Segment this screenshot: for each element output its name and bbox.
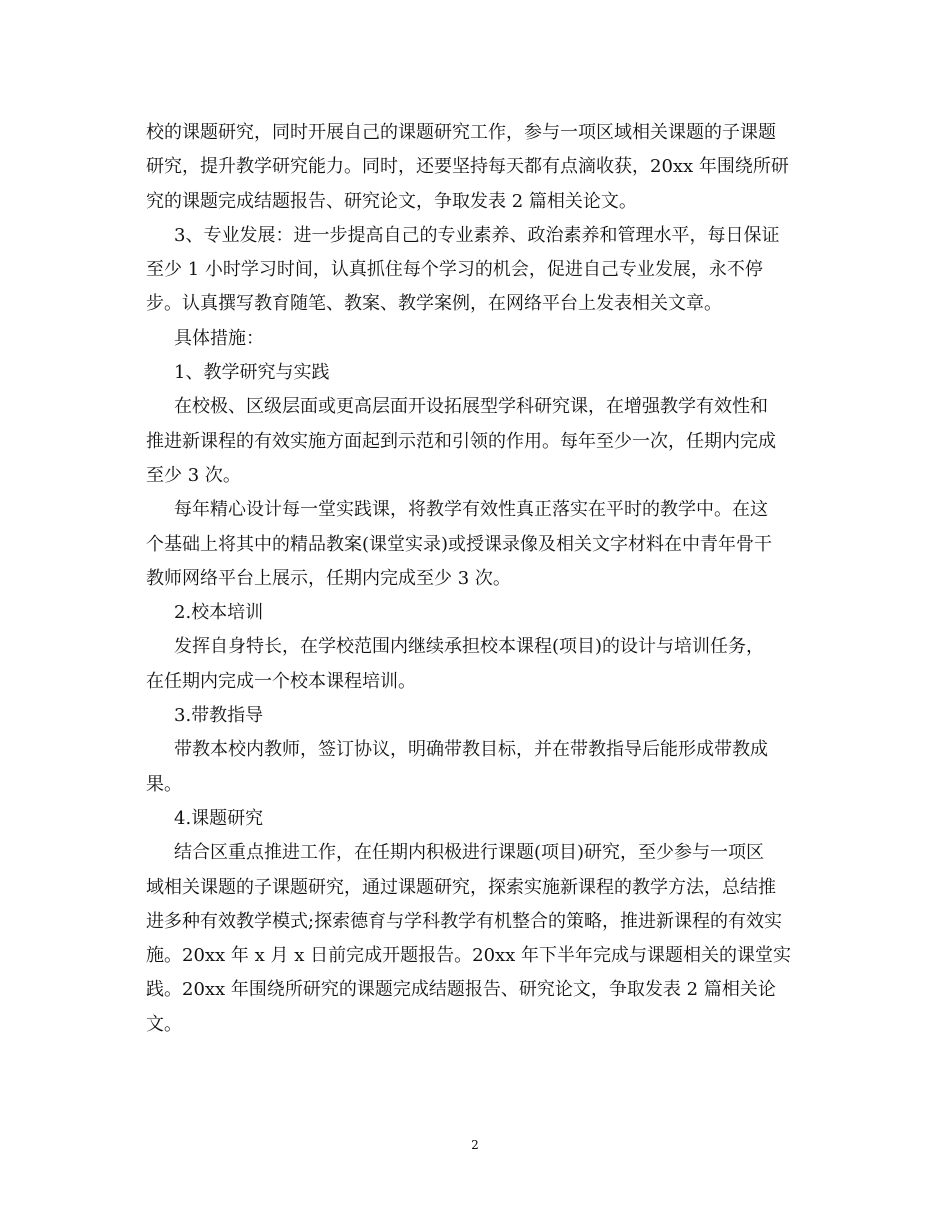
text-line: 在校极、区级层面或更高层面开设拓展型学科研究课，在增强教学有效性和: [174, 396, 768, 418]
text-line: 推进新课程的有效实施方面起到示范和引领的作用。每年至少一次，任期内完成: [146, 430, 776, 452]
text-line: 践。20xx 年围绕所研究的课题完成结题报告、研究论文，争取发表 2 篇相关论: [146, 979, 776, 1001]
text-line: 究的课题完成结题报告、研究论文，争取发表 2 篇相关论文。: [146, 190, 637, 212]
section-heading: 3.带教指导: [174, 705, 264, 727]
text-line: 果。: [146, 773, 182, 795]
text-line: 教师网络平台上展示，任期内完成至少 3 次。: [146, 567, 511, 589]
document-body: [146, 116, 806, 1042]
text-line: 研究，提升教学研究能力。同时，还要坚持每天都有点滴收获，20xx 年围绕所研: [146, 156, 789, 178]
text-line: 至少 3 次。: [146, 464, 241, 486]
text-line: 文。: [146, 1013, 182, 1035]
text-line: 在任期内完成一个校本课程培训。: [146, 670, 416, 692]
text-line: 每年精心设计每一堂实践课，将教学有效性真正落实在平时的教学中。在这: [174, 499, 768, 521]
text-line: 结合区重点推进工作，在任期内积极进行课题(项目)研究，至少参与一项区: [174, 842, 765, 864]
text-line: 个基础上将其中的精品教案(课堂实录)或授课录像及相关文字材料在中青年骨干: [146, 533, 773, 555]
text-line: 施。20xx 年 x 月 x 日前完成开题报告。20xx 年下半年完成与课题相关的课堂实: [146, 945, 792, 967]
section-heading: 1、教学研究与实践: [174, 362, 330, 384]
section-heading: 2.校本培训: [174, 602, 264, 624]
text-line: 进多种有效教学模式;探索德育与学科教学有机整合的策略，推进新课程的有效实: [146, 910, 783, 932]
text-line: 带教本校内教师，签订协议，明确带教目标，并在带教指导后能形成带教成: [174, 739, 768, 761]
section-heading: 4.课题研究: [174, 807, 264, 829]
text-line: 校的课题研究，同时开展自己的课题研究工作，参与一项区域相关课题的子课题: [146, 122, 776, 143]
section-heading: 具体措施：: [174, 327, 264, 349]
text-line: 步。认真撰写教育随笔、教案、教学案例，在网络平台上发表相关文章。: [146, 293, 722, 315]
text-line: 发挥自身特长，在学校范围内继续承担校本课程(项目)的设计与培训任务，: [174, 636, 765, 658]
text-line: 3、专业发展：进一步提高自己的专业素养、政治素养和管理水平，每日保证: [174, 224, 780, 246]
text-line: 域相关课题的子课题研究，通过课题研究，探索实施新课程的教学方法，总结推: [146, 876, 776, 898]
page-number: 2: [471, 1138, 479, 1152]
text-line: 至少 1 小时学习时间，认真抓住每个学习的机会，促进自己专业发展，永不停: [146, 259, 763, 281]
